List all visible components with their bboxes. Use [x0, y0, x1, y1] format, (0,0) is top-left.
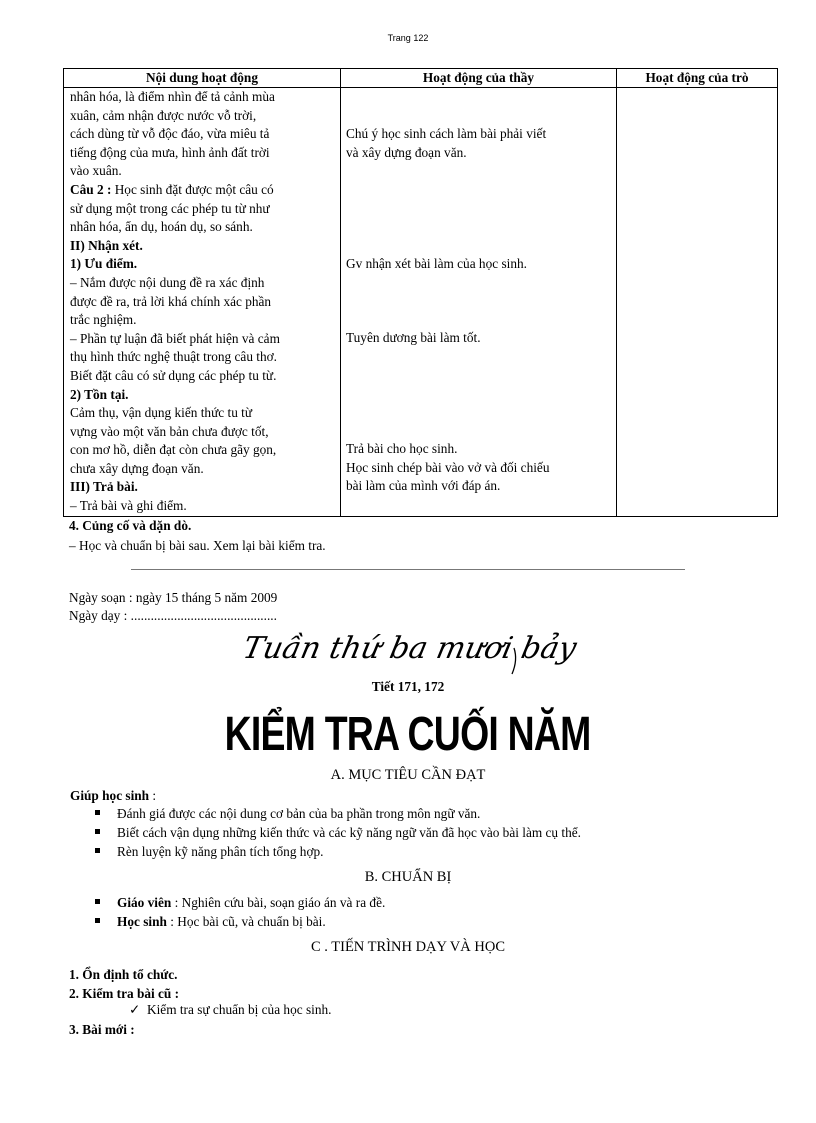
teacher-note-3	[346, 329, 481, 348]
content-line-text: trắc nghiệm.	[70, 312, 137, 328]
teacher-line: Học sinh chép bài vào vở và đối chiếu	[346, 459, 550, 475]
content-line	[70, 88, 335, 107]
content-line	[70, 200, 335, 219]
content-line	[70, 367, 335, 386]
content-line-rest: Học sinh đặt được một câu có	[111, 181, 274, 197]
content-line-text: Câu 2 :	[70, 181, 112, 197]
table-header-teacher: Hoạt động của thầy	[341, 69, 617, 88]
list-item: Biết cách vận dụng những kiến thức và các kỹ năng ngữ văn đã học vào bài làm cụ thể.	[92, 823, 581, 842]
section-divider	[131, 569, 685, 570]
content-line-text: được đề ra, trả lời khá chính xác phần	[70, 293, 272, 309]
list-item	[92, 912, 385, 931]
content-line	[70, 274, 335, 293]
teacher-line: Trả bài cho học sinh.	[346, 441, 458, 456]
prep-date: Ngày soạn : ngày 15 tháng 5 năm 2009	[69, 590, 278, 605]
section-b-heading: B. CHUẨN BỊ	[364, 869, 452, 885]
content-line-text: nhân hóa, là điểm nhìn để tả cảnh mùa	[70, 89, 275, 104]
week-title-text: Tuần thứ ba mươi bảy	[239, 631, 580, 666]
list-item: Rèn luyện kỹ năng phân tích tổng hợp.	[92, 842, 581, 861]
prep-text: : Học bài cũ, và chuẩn bị bài.	[166, 914, 326, 929]
process-step-2-item-text: Kiểm tra sự chuẩn bị của học sinh.	[147, 1002, 332, 1017]
student-column-cell	[617, 88, 778, 517]
content-line-text: cách dùng từ vỗ độc đáo, vừa miêu tả	[70, 126, 270, 142]
content-line	[70, 478, 335, 497]
content-line	[70, 144, 335, 163]
page-number-header: Trang 122	[387, 33, 429, 43]
content-line-text: III) Trả bài.	[70, 479, 138, 495]
content-column-lines	[70, 88, 335, 516]
content-line-text: chưa xây dựng đoạn văn.	[70, 460, 204, 476]
content-line	[70, 181, 335, 200]
section-a-heading: A. MỤC TIÊU CẦN ĐẠT	[330, 767, 486, 783]
content-line-text: thụ hình thức nghệ thuật trong câu thơ.	[70, 349, 278, 365]
process-step-3: 3. Bài mới :	[69, 1022, 135, 1037]
content-line-text: tiếng động của mưa, hình ảnh đất trời	[70, 144, 270, 160]
content-line	[70, 497, 335, 516]
content-line-text: – Phần tự luận đã biết phát hiện và cảm	[70, 330, 280, 346]
content-line-text: vựng vào một văn bản chưa được tốt,	[70, 423, 269, 439]
lesson-number: Tiết 171, 172	[371, 679, 445, 694]
objectives-intro	[70, 787, 156, 805]
objectives-list	[92, 804, 581, 861]
list-item	[92, 893, 385, 912]
content-line	[70, 255, 335, 274]
prep-text: : Nghiên cứu bài, soạn giáo án và ra đề.	[171, 895, 386, 910]
process-step-2: 2. Kiểm tra bài cũ :	[69, 986, 180, 1001]
list-item: Đánh giá được các nội dung cơ bản của ba phần trong môn ngữ văn.	[92, 804, 581, 823]
content-line	[70, 348, 335, 367]
process-step-2-item	[129, 1002, 331, 1018]
content-line	[70, 460, 335, 479]
content-line-text: con mơ hồ, diễn đạt còn chưa gãy gọn,	[70, 442, 277, 458]
lesson-activity-table	[63, 68, 778, 517]
content-line	[70, 423, 335, 442]
content-line	[70, 441, 335, 460]
content-line-text: nhân hóa, ẩn dụ, hoán dụ, so sánh.	[70, 219, 253, 235]
content-line-text: Biết đặt câu có sử dụng các phép tu từ.	[70, 367, 277, 383]
content-line	[70, 237, 335, 256]
content-line-text: II) Nhận xét.	[70, 237, 143, 253]
content-column-cell	[64, 88, 341, 517]
exam-title-text: KIỂM TRA CUỐI NĂM	[225, 708, 591, 761]
content-line-text: sử dụng một trong các phép tu từ như	[70, 200, 270, 216]
content-line	[70, 125, 335, 144]
teacher-line: và xây dựng đoạn văn.	[346, 144, 467, 160]
closing-text: – Học và chuẩn bị bài sau. Xem lại bài kiểm tra.	[69, 538, 326, 553]
content-line-text: – Trả bài và ghi điểm.	[70, 498, 187, 514]
teacher-line: Tuyên dương bài làm tốt.	[346, 330, 481, 345]
content-line	[70, 107, 335, 126]
content-line	[70, 162, 335, 181]
content-line-text: vào xuân.	[70, 163, 122, 179]
prep-label: Giáo viên	[117, 895, 172, 910]
content-line-text: 1) Ưu điểm.	[70, 256, 138, 272]
closing-heading-text: 4. Củng cố và dặn dò.	[69, 518, 192, 533]
prep-label: Học sinh	[117, 914, 167, 929]
teacher-note-4	[346, 440, 549, 496]
content-line	[70, 330, 335, 349]
content-line	[70, 311, 335, 330]
teacher-line: Gv nhận xét bài làm của học sinh.	[346, 256, 527, 271]
table-header-content: Nội dung hoạt động	[64, 69, 341, 88]
content-line-text: 2) Tồn tại.	[70, 386, 129, 402]
checkmark-icon: ✓	[129, 1002, 141, 1017]
teach-date: Ngày dạy : ............................................	[69, 608, 277, 623]
teacher-note-1	[346, 125, 546, 162]
process-step-1: 1. Ổn định tổ chức.	[69, 967, 178, 982]
objectives-intro-label: Giúp học sinh	[70, 788, 150, 803]
objectives-intro-tail: :	[149, 788, 157, 803]
table-header-student: Hoạt động của trò	[617, 69, 778, 88]
content-line-text: – Nắm được nội dung đề ra xác định	[70, 274, 265, 290]
preparation-list	[92, 893, 385, 931]
teacher-note-2	[346, 255, 527, 274]
week-title-handwriting	[239, 628, 580, 678]
content-line	[70, 404, 335, 423]
section-c-heading: C . TIẾN TRÌNH DẠY VÀ HỌC	[310, 939, 505, 955]
teacher-column-cell	[341, 88, 617, 517]
week-title-script	[0, 628, 816, 683]
closing-heading	[69, 517, 769, 535]
teacher-line: bài làm của mình với đáp án.	[346, 478, 501, 494]
teacher-line: Chú ý học sinh cách làm bài phải viết	[346, 126, 547, 141]
content-line-text: xuân, cảm nhận được nước vỗ trời,	[70, 107, 257, 123]
exam-title	[0, 706, 816, 764]
content-line	[70, 386, 335, 405]
content-line	[70, 218, 335, 237]
content-line-text: Cảm thụ, vận dụng kiến thức tu từ	[70, 405, 253, 421]
content-line	[70, 293, 335, 312]
